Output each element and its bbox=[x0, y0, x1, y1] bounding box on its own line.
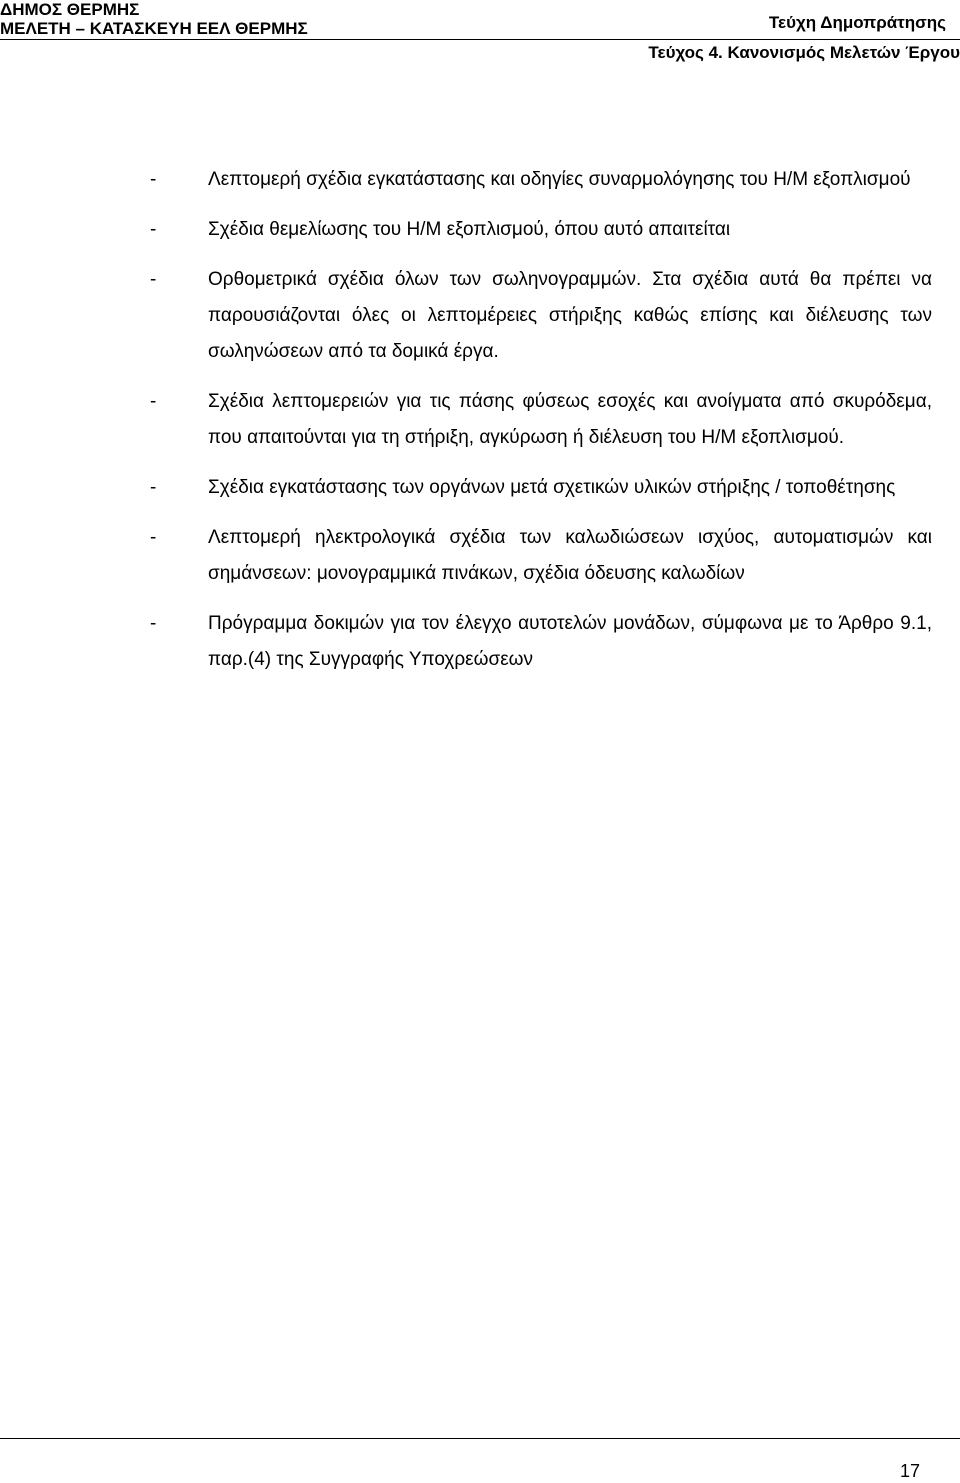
list-bullet: - bbox=[150, 613, 157, 634]
list-item bbox=[150, 470, 932, 506]
list-bullet: - bbox=[150, 477, 157, 498]
footer-divider bbox=[0, 1438, 960, 1439]
list-item-text: Πρόγραμμα δοκιμών για τον έλεγχο αυτοτελών μονάδων, σύμφωνα με το Άρθρο 9.1, παρ.(4) της Συγγραφής Υποχρεώσεων bbox=[208, 613, 932, 670]
header-volume-title: Τεύχος 4. Κανονισμός Μελετών Έργου bbox=[648, 43, 960, 62]
page-header bbox=[0, 0, 960, 64]
list-bullet: - bbox=[150, 169, 157, 190]
list-item-text: Λεπτομερή ηλεκτρολογικά σχέδια των καλωδιώσεων ισχύος, αυτοματισμών και σημάνσεων: μονογραμμικά πινάκων, σχέδια όδευσης καλωδίων bbox=[208, 527, 932, 584]
list-bullet: - bbox=[150, 269, 157, 290]
list-item-text: Σχέδια εγκατάστασης των οργάνων μετά σχετικών υλικών στήριξης / τοποθέτησης bbox=[208, 477, 896, 498]
header-document-set: Τεύχη Δημοπράτησης bbox=[768, 13, 946, 32]
list-item bbox=[150, 384, 932, 456]
header-divider bbox=[0, 39, 960, 40]
list-item bbox=[150, 212, 932, 248]
list-item-text: Λεπτομερή σχέδια εγκατάστασης και οδηγίες συναρμολόγησης του Η/Μ εξοπλισμού bbox=[208, 169, 911, 190]
list-item-text: Ορθομετρικά σχέδια όλων των σωληνογραμμών. Στα σχέδια αυτά θα πρέπει να παρουσιάζονται όλες οι λεπτομέρειες στήριξης καθώς επίσης και διέλευσης των σωληνώσεων από τα δομικά έργα. bbox=[208, 269, 932, 362]
list-item-text: Σχέδια λεπτομερειών για τις πάσης φύσεως εσοχές και ανοίγματα από σκυρόδεμα, που απαιτούνται για τη στήριξη, αγκύρωση ή διέλευση του Η/Μ εξοπλισμού. bbox=[208, 391, 932, 448]
header-project-title: ΜΕΛΕΤΗ – ΚΑΤΑΣΚΕΥΗ ΕΕΛ ΘΕΡΜΗΣ bbox=[0, 19, 308, 38]
document-body bbox=[150, 162, 932, 692]
list-bullet: - bbox=[150, 391, 157, 412]
page-number: 17 bbox=[899, 1461, 920, 1481]
list-item bbox=[150, 520, 932, 592]
header-municipality: ΔΗΜΟΣ ΘΕΡΜΗΣ bbox=[0, 0, 140, 19]
list-item bbox=[150, 262, 932, 370]
list-bullet: - bbox=[150, 527, 157, 548]
list-item bbox=[150, 162, 932, 198]
list-item-text: Σχέδια θεμελίωσης του Η/Μ εξοπλισμού, όπου αυτό απαιτείται bbox=[208, 219, 731, 240]
list-bullet: - bbox=[150, 219, 157, 240]
list-item bbox=[150, 606, 932, 678]
